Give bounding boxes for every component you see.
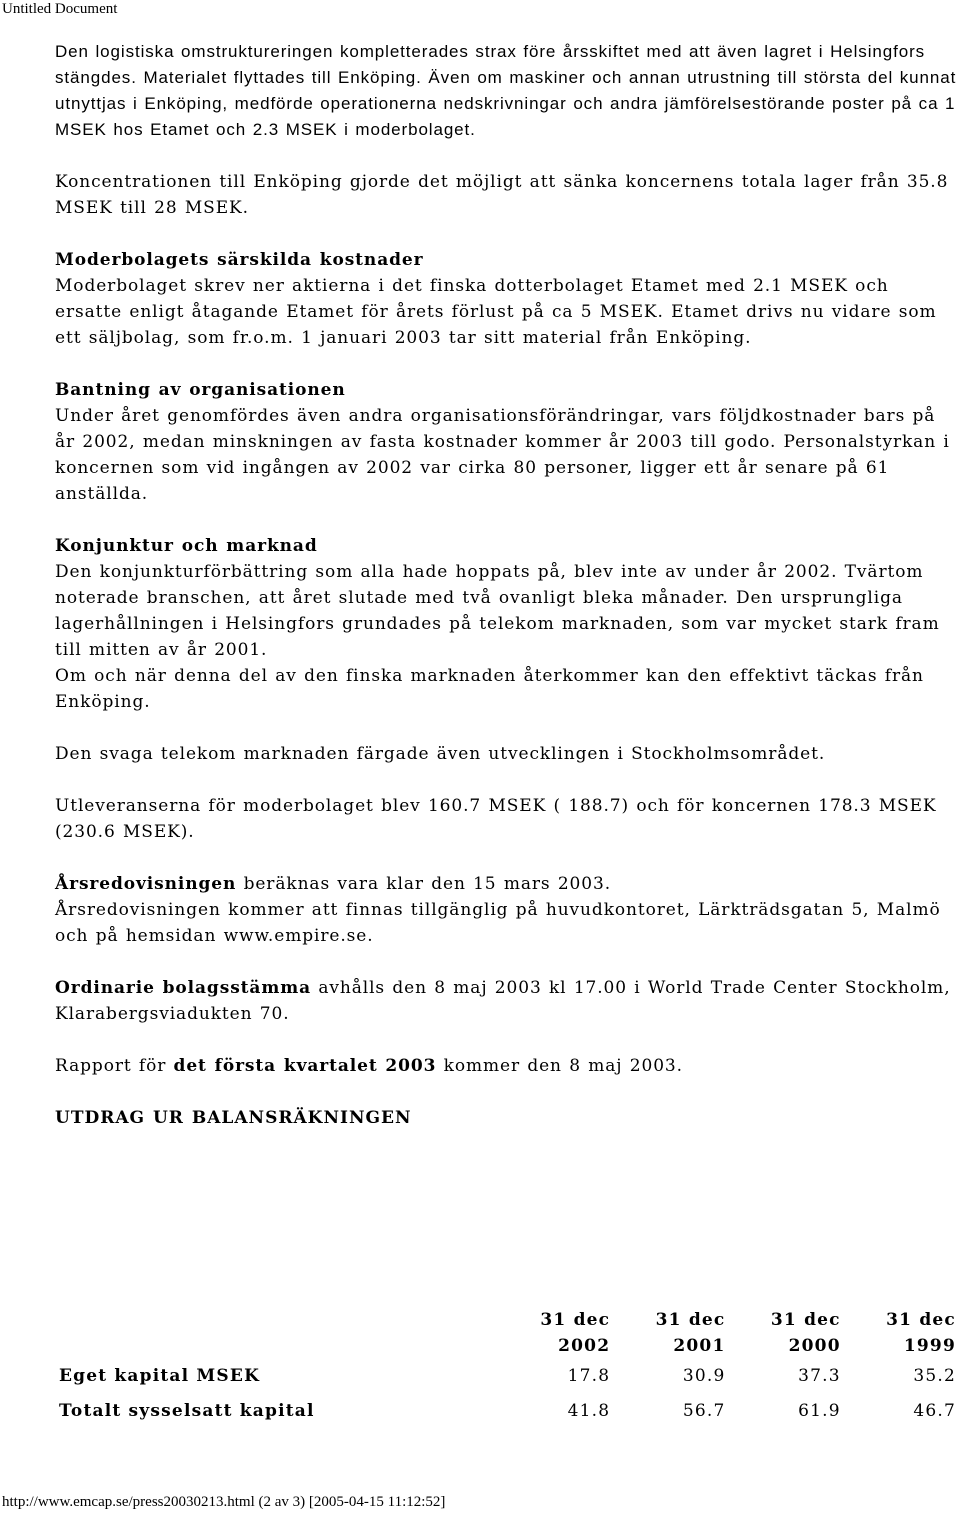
heading-market: Konjunktur och marknad [55,536,318,556]
table-header-empty [55,1307,499,1359]
paragraph-annual-report-2: Årsredovisningen kommer att finnas tillgänglig på huvudkontoret, Lärkträdsgatan 5, Malmö och på hemsidan www.empire.se. [55,900,941,946]
paragraph-agm [55,975,960,1027]
table-cell: 30.9 [682,1366,726,1386]
table-cell: 56.7 [614,1394,729,1429]
heading-slimming: Bantning av organisationen [55,380,346,400]
table-cell: 35.2 [913,1366,956,1386]
column-header-2001: 31 dec 2001 [655,1310,726,1356]
paragraph-slimming: Under året genomfördes även andra organisationsförändringar, vars följdkostnader bars på år 2002, medan minskningen av fasta kostnader kommer år 2003 till godo. Personalstyrkan i koncernen som vid ingången av 2002 var cirka 80 personer, ligger ett år senare på 61 anställda. [55,406,950,504]
column-header-2002: 31 dec 2002 [540,1310,611,1356]
row-label-capital-employed: Totalt sysselsatt kapital [55,1394,499,1429]
window-title: Untitled Document [2,1,118,17]
paragraph-parent-costs: Moderbolaget skrev ner aktierna i det finska dotterbolaget Etamet med 2.1 MSEK och ersatte enligt åtagande Etamet för årets förlust på ca 5 MSEK. Etamet drivs nu vidare som ett säljbolag, som fr.o.m. 1 januari 2003 tar sitt material från Enköping. [55,276,937,348]
q1-post: kommer den 8 maj 2003. [436,1056,683,1076]
table-cell: 61.9 [730,1394,845,1429]
column-header-2000: 31 dec 2000 [770,1310,841,1356]
paragraph-annual-report [55,871,960,897]
table-cell: 46.7 [845,1394,960,1429]
annual-report-bold: Årsredovisningen [55,874,237,894]
paragraph-logistics: Den logistiska omstruktureringen kompletterades strax före årsskiftet med att även lagret i Helsingfors stängdes. Materialet flyttades till Enköping. Även om maskiner och annan utrustning till största del kunnat utnyttjas i Enköping, medförde operationerna nedskrivningar och andra jämförelsestörande poster på ca 1 MSEK hos Etamet och 2.3 MSEK i moderbolaget. [55,42,957,139]
table-cell: 17.8 [567,1366,611,1386]
table-title: UTDRAG UR BALANSRÄKNINGEN [55,1108,412,1128]
paragraph-market-2: Om och när denna del av den finska marknaden återkommer kan den effektivt täckas från Enköping. [55,666,924,712]
table-header-row [55,1307,960,1359]
document-body [55,39,960,1131]
page-footer-url: http://www.emcap.se/press20030213.html (2 av 3) [2005-04-15 11:12:52] [2,1494,446,1510]
paragraph-telecom: Den svaga telekom marknaden färgade även utvecklingen i Stockholmsområdet. [55,744,826,764]
annual-report-rest: beräknas vara klar den 15 mars 2003. [236,874,612,894]
table-cell: 37.3 [798,1366,841,1386]
paragraph-deliveries: Utleveranserna för moderbolaget blev 160.7 MSEK ( 188.7) och för koncernen 178.3 MSEK (230.6 MSEK). [55,796,937,842]
q1-pre: Rapport för [55,1056,174,1076]
balance-table [55,1307,960,1428]
table-row [55,1359,960,1394]
paragraph-concentration: Koncentrationen till Enköping gjorde det möjligt att sänka koncernens totala lager från 35.8 MSEK till 28 MSEK. [55,172,949,218]
paragraph-market-1: Den konjunkturförbättring som alla hade hoppats på, blev inte av under år 2002. Tvärtom noterade branschen, att året slutade med två ovanligt bleka månader. Den ursprungliga lagerhållningen i Helsingfors grundades på telekom marknaden, som var mycket stark fram till mitten av år 2001. [55,562,940,660]
row-label-equity: Eget kapital MSEK [59,1366,261,1386]
agm-rest: avhålls den 8 maj 2003 kl 17.00 i World Trade Center Stockholm, Klarabergsviadukten 70. [55,978,951,1024]
column-header-1999: 31 dec 1999 [886,1310,956,1356]
table-cell: 41.8 [499,1394,614,1429]
heading-parent-costs: Moderbolagets särskilda kostnader [55,250,424,270]
table-row [55,1394,960,1429]
agm-bold: Ordinarie bolagsstämma [55,978,312,998]
paragraph-q1-report [55,1053,960,1079]
q1-bold: det första kvartalet 2003 [173,1056,437,1076]
